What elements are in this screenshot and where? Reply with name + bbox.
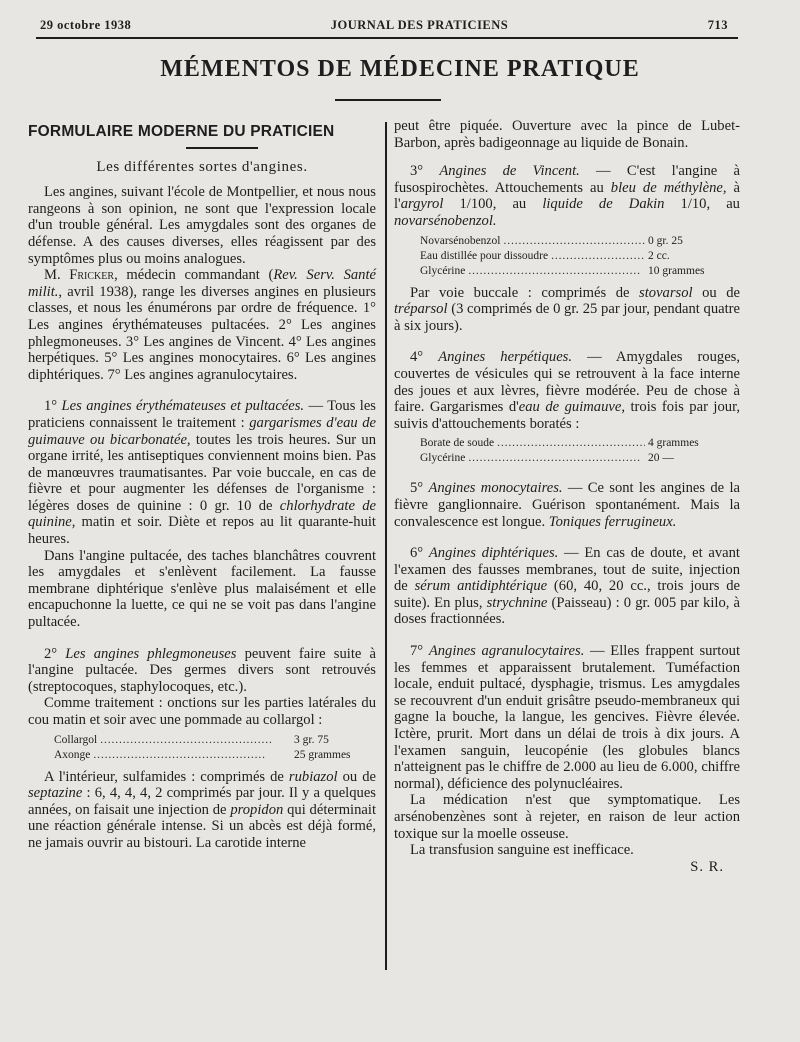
- prescription-line: Axonge . . . 25 grammes: [54, 748, 376, 763]
- section-rule: [186, 147, 258, 149]
- monocytic-angina-paragraph: 5° Angines monocytaires. — Ce sont les angines de la fièvre ganglionnaire. Guérison spontanément. Mais la convalescence est longue. Toniques ferrugineux.: [394, 480, 740, 530]
- agranulocytic-angina-paragraph: 7° Angines agranulocytaires. — Elles frappent surtout les femmes et apparaissent brutalement. Tuméfaction locale, enduit pultacé, dysphagie, trismus. Les amygdales se recouvrent d'un enduit grisâtre pseudo-membraneux qui gagne la bouche, la langue, les gencives. Fièvre élevée. Ictère, prurit. Mort dans un délai de trois à dix jours. A l'examen sanguin, leucopénie (les globules blancs n'atteignent pas le chiffre de 2.000 au lieu de 6.000, chiffre normal), déficience des polynucléaires.: [394, 643, 740, 792]
- item-title: Angines de Vincent.: [439, 163, 580, 180]
- item-title: Angines monocytaires.: [428, 480, 563, 497]
- diphtheritic-angina-paragraph: 6° Angines diphtériques. — En cas de doute, et avant l'examen des fausses membranes, tout de suite, injection de sérum antidiphtérique (60, 40, 20 cc., trois jours de suite). En plus, strychnine (Paisseau) : 0 gr. 005 par kilo, à doses fractionnées.: [394, 545, 740, 628]
- prescription-line: Glycérine . . . 20 —: [420, 451, 740, 466]
- phlegmonous-angina-paragraph: 2° Les angines phlegmoneuses peuvent faire suite à l'angine pultacée. Des germes divers sont retrouvés (streptocoques, staphylocoques, etc.).: [28, 645, 376, 695]
- transfusion-paragraph: La transfusion sanguine est inefficace.: [410, 842, 634, 859]
- left-column: [28, 120, 376, 852]
- column-divider: [385, 122, 387, 970]
- journal-name: JOURNAL DES PRATICIENS: [330, 18, 509, 32]
- section-title: FORMULAIRE MODERNE DU PRATICIEN: [28, 123, 335, 140]
- continuation-paragraph: peut être piquée. Ouverture avec la pince de Lubet-Barbon, après badigeonnage au liquide de Bonain.: [394, 118, 740, 151]
- item-title: Les angines phlegmoneuses: [65, 645, 237, 662]
- running-head: [40, 18, 728, 33]
- item-title: Angines agranulocytaires.: [428, 643, 585, 660]
- oral-treatment-paragraph: Par voie buccale : comprimés de stovarsol ou de tréparsol (3 comprimés de 0 gr. 25 par jour, pendant quatre à six jours).: [394, 284, 741, 334]
- item-title: Les angines érythémateuses et pultacées.: [61, 398, 305, 415]
- issue-date: 29 octobre 1938: [40, 18, 132, 32]
- prescription-line: Eau distillée pour dissoudre . . . 2 cc.: [420, 249, 740, 264]
- page-title: MÉMENTOS DE MÉDECINE PRATIQUE: [160, 56, 640, 82]
- section-subheading: Les différentes sortes d'angines.: [96, 158, 308, 175]
- vincent-angina-paragraph: 3° Angines de Vincent. — C'est l'angine à fusospirochètes. Attouchements au bleu de méthylène, à l'argyrol 1/100, au liquide de Dakin 1/10, au novarsénobenzol.: [394, 163, 740, 229]
- journal-reference: Rev. Serv. Santé milit.: [28, 267, 376, 300]
- signature: S. R.: [690, 858, 724, 875]
- prescription-line: Collargol . . . 3 gr. 75: [54, 733, 376, 748]
- prescription-line: Novarsénobenzol . . . 0 gr. 25: [420, 234, 740, 249]
- item-title: Angines diphtériques.: [428, 545, 559, 562]
- prescription-borate: [420, 436, 740, 466]
- author-name: M. Fricker: [44, 267, 115, 284]
- erythematous-angina-paragraph: 1° Les angines érythémateuses et pultacées. — Tous les praticiens connaissent le traitement : gargarismes d'eau de guimauve ou bicarbonatée, toutes les trois heures. Sur un organe irrité, les antiseptiques conviennent moins bien. Pas de manœuvres traumatisantes. Par voie buccale, en cas de fièvre et pour augmenter les défenses de l'organisme : légères doses de quinine : 0 gr. 10 de chlorhydrate de quinine, matin et soir. Diète et repos au lit quarante-huit heures.: [28, 398, 376, 548]
- sulfamides-paragraph: A l'intérieur, sulfamides : comprimés de rubiazol ou de septazine : 6, 4, 4, 4, 2 comprimés par jour. Il y a quelques années, on faisait une injection de propidon qui déterminait une réaction générale intense. Si un abcès est déjà formé, ne jamais ouvrir au bistouri. La carotide interne: [28, 768, 376, 851]
- classification-paragraph: M. Fricker, médecin commandant (Rev. Serv. Santé milit., avril 1938), range les diverses angines en plusieurs classes, et nous les énumérons par ordre de fréquence. 1° Les angines érythémateuses pultacées. 2° Les angines phlegmoneuses. 3° Les angines de Vincent. 4° Les angines herpétiques. 5° Les angines monocytaires. 6° Les angines diphtériques. 7° Les angines agranulocytaires.: [28, 267, 376, 383]
- title-rule: [335, 99, 441, 101]
- intro-paragraph: Les angines, suivant l'école de Montpellier, et nous nous rangeons à son opinion, ne sont que l'expression locale d'un trouble général. Les amygdales sont des organes de défense. A des causes diverses, elles réagissent par des symptômes plus ou moins analogues.: [28, 184, 376, 267]
- symptomatic-treatment-paragraph: La médication n'est que symptomatique. Les arsénobenzènes sont à rejeter, en raison de leur action toxique sur la moelle osseuse.: [394, 792, 740, 842]
- page-number: 713: [707, 18, 728, 32]
- right-column: [394, 118, 740, 875]
- treatment-paragraph: Comme traitement : onctions sur les parties latérales du cou matin et soir avec une pommade au collargol :: [28, 695, 376, 728]
- prescription-collargol: [54, 733, 376, 763]
- prescription-line: Glycérine . . . 10 grammes: [420, 264, 740, 279]
- herpetic-angina-paragraph: 4° Angines herpétiques. — Amygdales rouges, couvertes de vésicules qui se retrouvent à la face interne des joues et aux lèvres, fièvre modérée. Peu de chose à faire. Gargarismes d'eau de guimauve, trois fois par jour, suivis d'attouchements boratés :: [394, 349, 741, 432]
- item-title: Angines herpétiques.: [438, 349, 573, 366]
- prescription-novarsenobenzol: [420, 234, 740, 279]
- header-rule: [36, 37, 738, 39]
- prescription-line: Borate de soude . . . 4 grammes: [420, 436, 740, 451]
- pultaceous-angina-paragraph: Dans l'angine pultacée, des taches blanchâtres couvrent les amygdales et s'enlèvent facilement. La fausse membrane diphtérique s'enlève plus malaisément et elle encapuchonne la luette, ce qui ne se voit pas dans l'angine pultacée.: [28, 547, 376, 631]
